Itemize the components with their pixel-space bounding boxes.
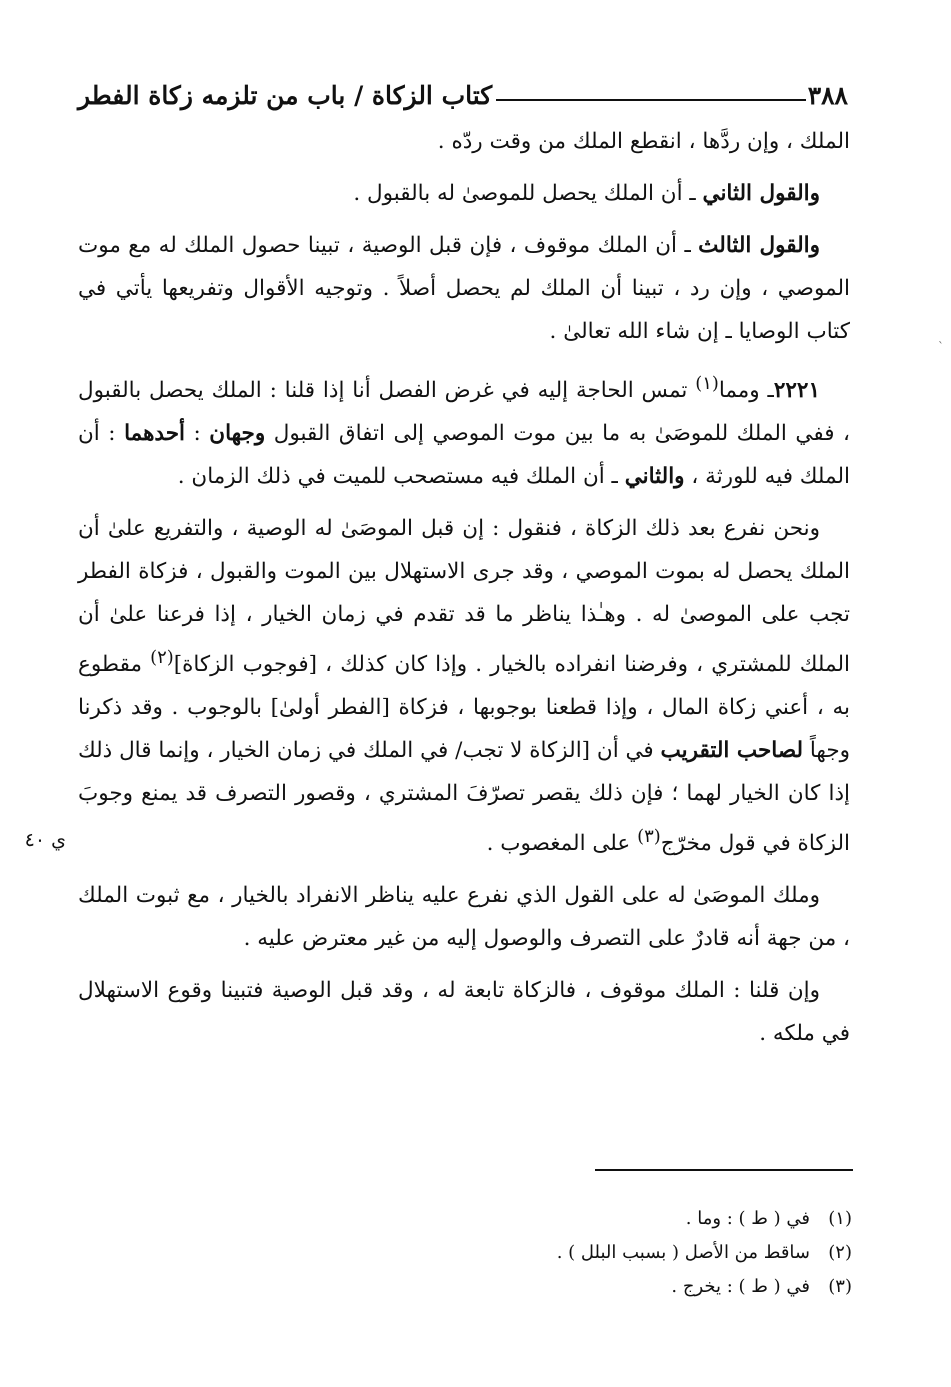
paragraph-4-text-b: تمس الحاجة إليه في غرض الفصل أنا إذا قلنا : الملك يحصل بالقبول ، ففي الملك للموصَىٰ به ما بين موت الموصي إلى اتفاق القبول — [78, 378, 850, 447]
running-title: كتاب الزكاة / باب من تلزمه زكاة الفطر — [78, 81, 493, 110]
paragraph-6: وملك الموصَىٰ له على القول الذي نفرع عليه يناظر الانفراد بالخيار ، مع ثبوت الملك ، من جهة أنه قادرٌ على التصرف والوصول إليه من غير معترض عليه . — [78, 883, 850, 952]
footnote-ref-2: (٢) — [150, 647, 174, 669]
page-header — [78, 66, 848, 110]
third-opinion-heading: والقول الثالث — [698, 233, 820, 258]
page-number: ٣٨٨ — [807, 81, 848, 110]
footnote-separator — [595, 1169, 853, 1171]
footnote-ref-3: (٣) — [637, 826, 661, 848]
paragraph-2 — [78, 172, 850, 215]
two-views-term: وجهان — [209, 421, 266, 447]
paragraph-3 — [78, 224, 850, 353]
footnote-ref-1: (١) — [695, 373, 719, 394]
main-text — [78, 120, 850, 1055]
paragraph-5-text-a: ونحن نفرع بعد ذلك الزكاة ، فنقول : إن قبل الموصَىٰ له الوصية ، والتفريع علىٰ أن الملك يحصل له بموت الموصي ، وقد جرى الاستهلال بين الموت والقبول ، فزكاة الفطر تجب على الموصىٰ له . وهـٰذا يناظر ما قد تقدم في زمان الخيار ، إذا فرعنا علىٰ أن الملك للمشتري ، وفرضنا انفراده بالخيار . وإذا كان كذلك ، [فوجوب الزكاة] — [78, 516, 850, 678]
footnotes — [380, 1202, 852, 1304]
footnote-number: (٣) — [828, 1276, 852, 1297]
paragraph-4 — [78, 362, 850, 498]
author-name-term: لصاحب التقريب — [660, 738, 804, 764]
first-view-term: أحدهما — [124, 421, 185, 447]
footnote-number: (٢) — [828, 1242, 852, 1263]
manuscript-folio-note: ي ٤٠ — [24, 829, 66, 851]
section-number: ٢٢٢١ — [773, 378, 821, 404]
header-rule — [496, 99, 806, 101]
paragraph-7: وإن قلنا : الملك موقوف ، فالزكاة تابعة له ، وقد قبل الوصية فتبينا وقوع الاستهلال في ملكه . — [78, 978, 850, 1047]
footnote-1 — [380, 1202, 852, 1236]
paragraph-1: الملك ، وإن ردَّها ، انقطع الملك من وقت ردّه . — [437, 129, 850, 154]
paragraph-5-text-b: مقطوع به ، أعني زكاة المال ، وإذا قطعنا بوجوبها ، فزكاة [الفطر أولىٰ] بالوجوب . وقد ذكرنا وجهاً — [78, 652, 850, 764]
stray-mark: ` — [938, 340, 944, 354]
paragraph-3-text: ـ أن الملك موقوف ، فإن قبل الوصية ، تبينا حصول الملك له مع موت الموصي ، وإن رد ، تبينا أن الملك لم يحصل أصلاً . وتوجيه الأقوال وتفريعها يأتي في كتاب الوصايا ـ إن شاء الله تعالىٰ . — [78, 233, 850, 344]
paragraph-2-text: ـ أن الملك يحصل للموصىٰ له بالقبول . — [353, 181, 703, 206]
second-view-term: والثاني — [624, 464, 685, 490]
paragraph-5-text-c: في أن [الزكاة لا تجب/ في الملك في زمان الخيار ، وإنما قال ذلك إذا كان الخيار لهما ؛ فإن ذلك يقصر تصرّفَ المشتري ، وقصور التصرف قد يمنع وجوبَ الزكاة في قول مخرّج — [77, 738, 850, 857]
footnote-number: (١) — [828, 1208, 852, 1229]
paragraph-4-text-a: ـ ومما — [718, 378, 774, 404]
paragraph-5-text-d: على المغصوب . — [486, 831, 638, 857]
paragraph-4-text-c: : — [184, 421, 210, 447]
footnote-2 — [380, 1236, 852, 1270]
paragraph-5 — [78, 507, 850, 865]
second-opinion-heading: والقول الثاني — [702, 181, 820, 206]
paragraph-4-text-d: : أن الملك فيه للورثة ، — [78, 421, 850, 490]
footnote-text: في ( ط ) : يخرج . — [671, 1276, 810, 1297]
paragraph-4-text-e: ـ أن الملك فيه مستصحب للميت في ذلك الزمان . — [177, 464, 625, 490]
footnote-text: ساقط من الأصل ( بسبب البلل ) . — [556, 1242, 810, 1263]
footnote-text: في ( ط ) : وما . — [685, 1208, 810, 1229]
footnote-3 — [380, 1270, 852, 1304]
